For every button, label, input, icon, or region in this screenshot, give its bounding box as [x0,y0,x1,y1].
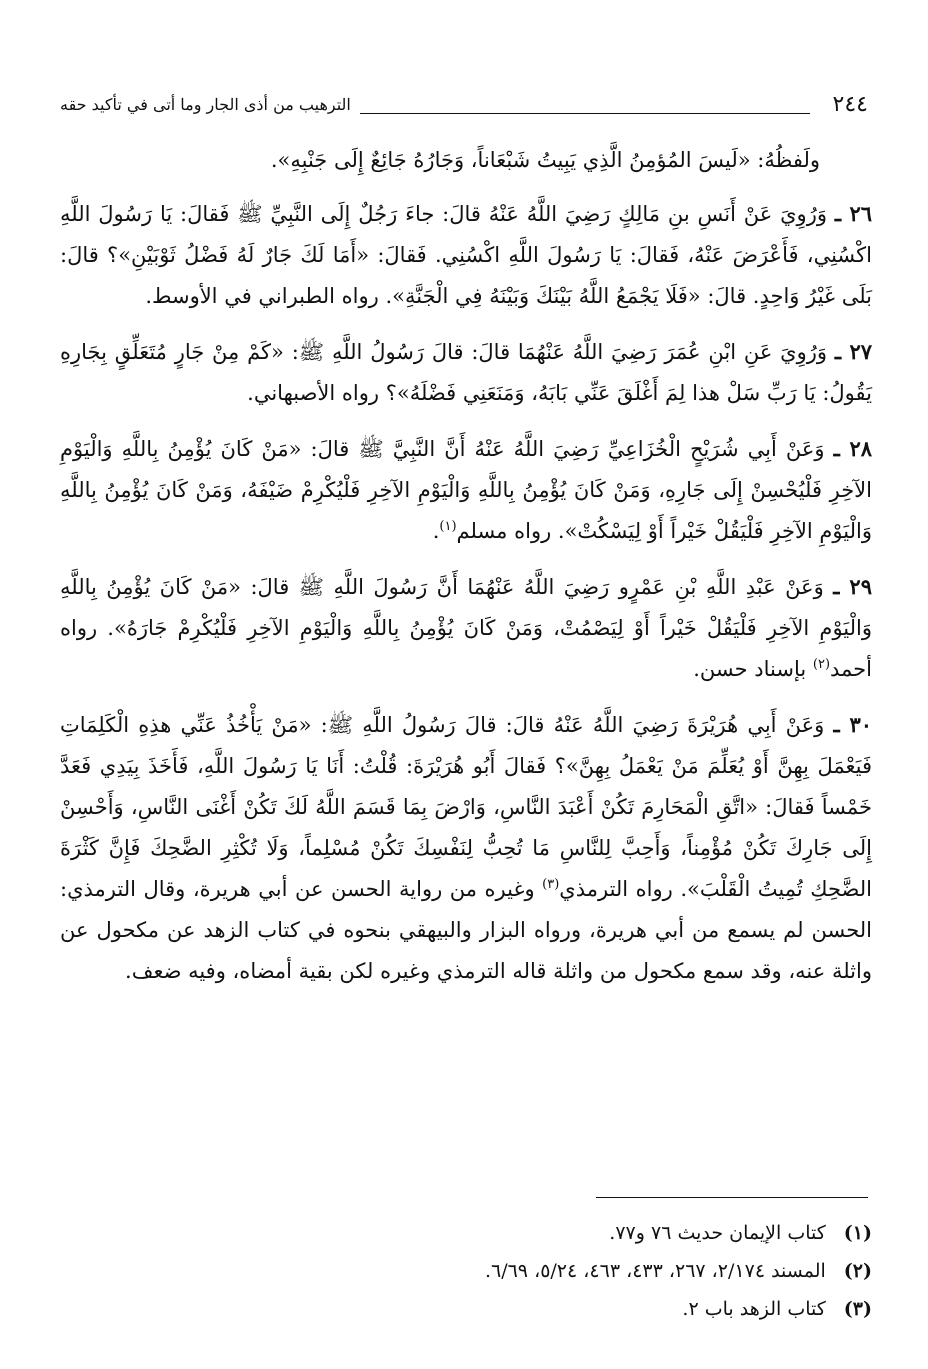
hadith-26 [60,193,872,317]
footnote-number: (١) [843,1222,872,1244]
hadith-text-tail: وغيره من رواية الحسن عن أبي هريرة، وقال الترمذي: الحسن لم يسمع من أبي هريرة، ورواه البزار والبيهقي بنحوه في كتاب الزهد عن مكحول عن واثلة عنه، وقد سمع مكحول من واثلة قاله الترمذي وغيره لكن بقية أمضاه، وفيه ضعف. [60,877,872,983]
page-number: ٢٤٤ [832,92,868,117]
hadith-number: ٢٨ ـ [833,436,872,461]
footnote-item [60,1290,872,1328]
hadith-text-tail: . [432,519,440,543]
hadith-text: وَرُوِيَ عَنْ أَنَسِ بنِ مَالِكٍ رَضِيَ اللَّهُ عَنْهُ قالَ: جاءَ رَجُلٌ إِلَى النَّبِيِّ ﷺ فَقالَ: يَا رَسُولَ اللَّهِ اكْسُنِي، فَأَعْرَضَ عَنْهُ، فَقالَ: يَا رَسُولَ اللَّهِ اكْسُنِي. فَقالَ: «أَمَا لَكَ جَارٌ لَهُ فَضْلُ ثَوْبَيْنِ»؟ قالَ: بَلَى غَيْرُ وَاحِدٍ. قالَ: «فَلَا يَجْمَعُ اللَّهُ بَيْنَكَ وَبَيْنَهُ فِي الْجَنَّةِ». رواه الطبراني في الأوسط. [60,202,872,308]
footnote-reference: (٢) [812,657,831,672]
footnote-separator [596,1197,868,1198]
footnote-reference: (١) [439,519,457,534]
hadith-text: وَرُوِيَ عَنِ ابْنِ عُمَرَ رَضِيَ اللَّهُ عَنْهُمَا قالَ: قالَ رَسُولُ اللَّهِ ﷺ: «كَمْ مِنْ جَارٍ مُتَعَلِّقٍ بِجَارِهِ يَقُولُ: يَا رَبِّ سَلْ هذا لِمَ أَغْلَقَ عَنِّي بَابَهُ، وَمَنَعَنِي فَضْلَهُ»؟ رواه الأصبهاني. [60,340,872,405]
footnote-text: المسند ٢/١٧٤، ٢٦٧، ٤٣٣، ٤٦٣، ٥/٢٤، ٦/٦٩. [484,1260,826,1282]
main-text [60,140,872,1006]
hadith-text: وَعَنْ أَبِي هُرَيْرَةَ رَضِيَ اللَّهُ عَنْهُ قالَ: قالَ رَسُولُ اللَّهِ ﷺ: «مَنْ يَأْخُذُ عَنِّي هذِهِ الْكَلِمَاتِ فَيَعْمَلَ بِهِنَّ أَوْ يُعَلِّمَ مَنْ يَعْمَلُ بِهِنَّ»؟ فَقالَ أَبُو هُرَيْرَةَ: قُلْتُ: أَنَا يَا رَسُولَ اللَّهِ، فَأَخَذَ بِيَدِي فَعَدَّ خَمْساً فَقالَ: «اتَّقِ الْمَحَارِمَ تَكُنْ أَعْبَدَ النَّاسِ، وَارْضَ بِمَا قَسَمَ اللَّهُ لَكَ تَكُنْ أَغْنَى النَّاسِ، وَأَحْسِنْ إِلَى جَارِكَ تَكُنْ مُؤْمِناً، وَأَحِبَّ لِلنَّاسِ مَا تُحِبُّ لِنَفْسِكَ تَكُنْ مُسْلِماً، وَلَا تُكْثِرِ الضَّحِكَ فَإِنَّ كَثْرَةَ الضَّحِكِ تُمِيتُ الْقَلْبَ». رواه الترمذي [60,713,872,901]
paragraph-intro [60,140,872,181]
hadith-28 [60,428,872,552]
footnote-reference: (٣) [542,877,560,892]
footnote-text: كتاب الزهد باب ٢. [682,1298,826,1320]
footnote-item [60,1252,872,1290]
hadith-number: ٣٠ ـ [833,712,872,737]
footnote-item [60,1214,872,1252]
footnote-number: (٢) [843,1260,872,1282]
hadith-text: وَعَنْ عَبْدِ اللَّهِ بْنِ عَمْرٍو رَضِيَ اللَّهُ عَنْهُمَا أَنَّ رَسُولَ اللَّهِ ﷺ قالَ: «مَنْ كَانَ يُؤْمِنُ بِاللَّهِ وَالْيَوْمِ الآخِرِ فَلْيَقُلْ خَيْراً أَوْ لِيَصْمُتْ، وَمَنْ كَانَ يُؤْمِنُ بِاللَّهِ وَالْيَوْمِ الآخِرِ فَلْيُكْرِمْ جَارَهُ». رواه أحمد [60,575,872,681]
footnote-number: (٣) [843,1298,872,1320]
header-rule [360,113,810,114]
hadith-30 [60,704,872,992]
page-header [60,90,868,124]
hadith-text: وَعَنْ أَبِي شُرَيْحٍ الْخُزَاعِيِّ رَضِيَ اللَّهُ عَنْهُ أَنَّ النَّبِيَّ ﷺ قالَ: «مَنْ كَانَ يُؤْمِنُ بِاللَّهِ وَالْيَوْمِ الآخِرِ فَلْيُحْسِنْ إِلَى جَارِهِ، وَمَنْ كَانَ يُؤْمِنُ بِاللَّهِ وَالْيَوْمِ الآخِرِ فَلْيُكْرِمْ ضَيْفَهُ، وَمَنْ كَانَ يُؤْمِنُ بِاللَّهِ وَالْيَوْمِ الآخِرِ فَلْيَقُلْ خَيْراً أَوْ لِيَسْكُتْ». رواه مسلم [60,437,872,543]
running-title: الترهيب من أذى الجار وما أتى في تأكيد حقه [60,95,351,114]
hadith-number: ٢٧ ـ [834,339,872,364]
hadith-29 [60,566,872,690]
hadith-number: ٢٩ ـ [833,574,872,599]
footnotes [60,1214,872,1328]
hadith-27 [60,331,872,414]
hadith-text-tail: بإسناد حسن. [693,657,813,681]
footnote-text: كتاب الإيمان حديث ٧٦ و٧٧. [609,1222,826,1244]
hadith-number: ٢٦ ـ [834,201,872,226]
paragraph-text: ولَفظُهُ: «لَيسَ المُؤمِنُ الَّذِي يَبِيتُ شَبْعَاناً، وَجَارُهُ جَائِعٌ إِلَى جَنْبِهِ». [270,148,820,172]
